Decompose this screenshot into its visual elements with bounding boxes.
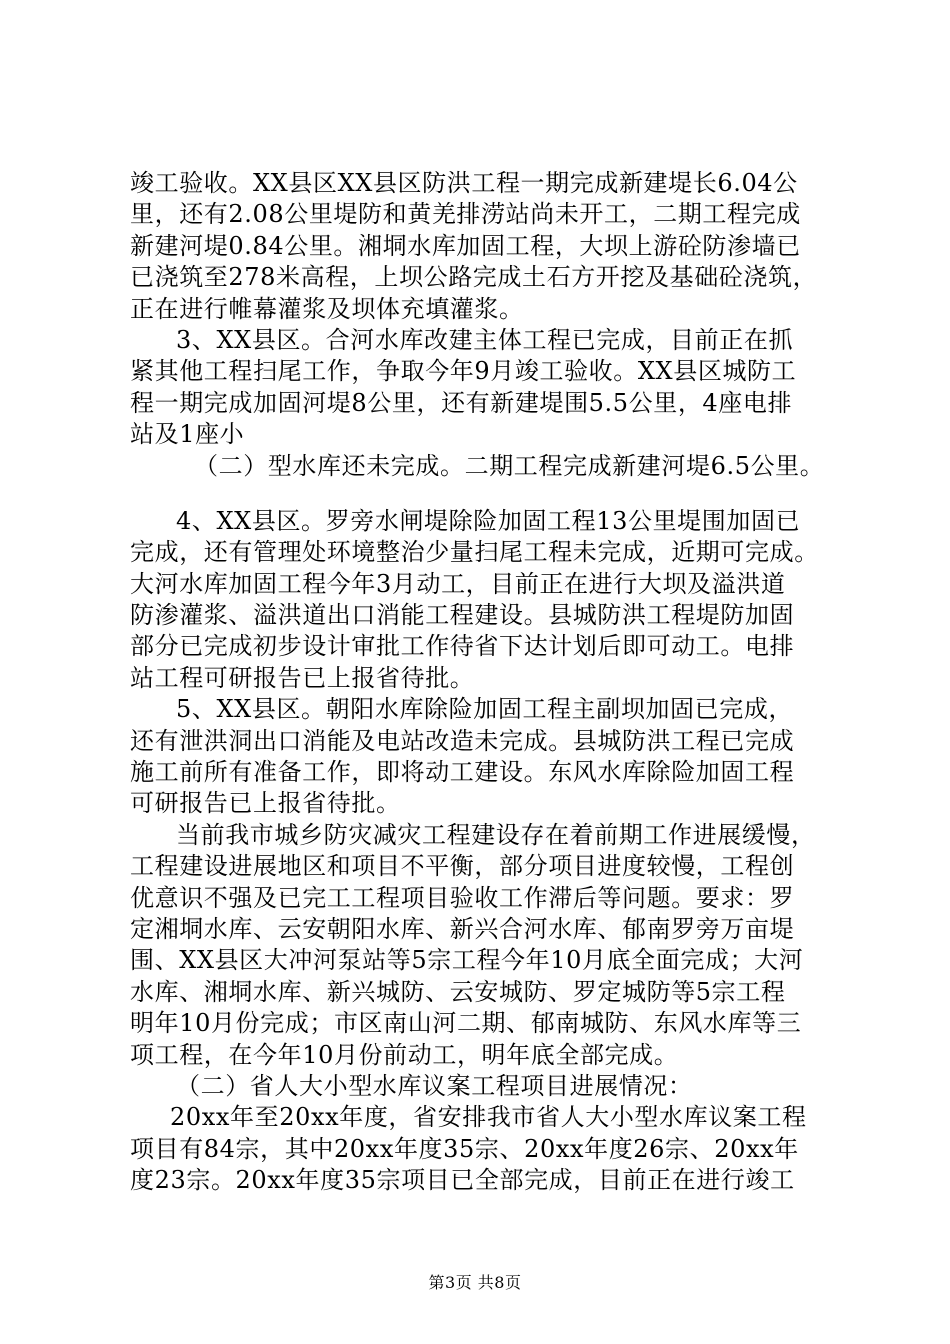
text-line: 站及1座小 xyxy=(130,420,245,449)
text-line: 大河水库加固工程今年3月动工，目前正在进行大坝及溢洪道 xyxy=(130,569,786,598)
text-line: 紧其他工程扫尾工作，争取今年9月竣工验收。XX县区城防工 xyxy=(130,357,797,386)
text-line: 项工程，在今年10月份前动工，明年底全部完成。 xyxy=(130,1040,679,1069)
paragraph-start-line: 5、XX县区。朝阳水库除险加固工程主副坝加固已完成， xyxy=(176,695,794,724)
text-line: 部分已完成初步设计审批工作待省下达计划后即可动工。电排 xyxy=(130,632,795,661)
paragraph-gap xyxy=(130,482,830,506)
paragraph-start-line: 3、XX县区。合河水库改建主体工程已完成，目前正在抓 xyxy=(176,325,794,354)
text-line: 施工前所有准备工作，即将动工建设。东风水库除险加固工程 xyxy=(130,758,795,787)
text-line: 度23宗。20xx年度35宗项目已全部完成，目前正在进行竣工 xyxy=(130,1166,795,1195)
text-line: 防渗灌浆、溢洪道出口消能工程建设。县城防洪工程堤防加固 xyxy=(130,601,795,630)
section-heading-line: （二）省人大小型水库议案工程项目进展情况： xyxy=(176,1071,693,1100)
text-line: 完成，还有管理处环境整治少量扫尾工程未完成，近期可完成。 xyxy=(130,538,819,567)
paragraph-start-line: 4、XX县区。罗旁水闸堤除险加固工程13公里堤围加固已 xyxy=(176,506,801,535)
text-line: 已浇筑至278米高程，上坝公路完成土石方开挖及基础砼浇筑， xyxy=(130,263,818,292)
text-line: 新建河堤0.84公里。湘垌水库加固工程，大坝上游砼防渗墙已 xyxy=(130,231,801,260)
text-line: 可研报告已上报省待批。 xyxy=(130,789,401,818)
text-line: 里，还有2.08公里堤防和黄羌排涝站尚未开工，二期工程完成 xyxy=(130,200,801,229)
text-line: 竣工验收。XX县区XX县区防洪工程一期完成新建堤长6.04公 xyxy=(130,169,798,197)
paragraph-start-line: 20xx年至20xx年度，省安排我市省人大小型水库议案工程 xyxy=(170,1103,807,1132)
paragraph-start-line: 当前我市城乡防灾减灾工程建设存在着前期工作进展缓慢， xyxy=(176,820,816,849)
text-line: 水库、湘垌水库、新兴城防、云安城防、罗定城防等5宗工程 xyxy=(130,977,786,1006)
text-line: 程一期完成加固河堤8公里，还有新建堤围5.5公里，4座电排 xyxy=(130,388,793,417)
document-body xyxy=(130,168,830,1197)
text-line: 明年10月份完成；市区南山河二期、郁南城防、东风水库等三 xyxy=(130,1009,802,1038)
text-line: 正在进行帷幕灌浆及坝体充填灌浆。 xyxy=(130,294,524,323)
text-line: 还有泄洪洞出口消能及电站改造未完成。县城防洪工程已完成 xyxy=(130,726,795,755)
text-line: 围、XX县区大冲河泵站等5宗工程今年10月底全面完成；大河 xyxy=(130,946,804,975)
text-line: 定湘垌水库、云安朝阳水库、新兴合河水库、郁南罗旁万亩堤 xyxy=(130,914,795,943)
text-line: 优意识不强及已完工工程项目验收工作滞后等问题。要求：罗 xyxy=(130,883,795,912)
text-line: 工程建设进展地区和项目不平衡，部分项目进度较慢，工程创 xyxy=(130,852,795,881)
text-line: 项目有84宗，其中20xx年度35宗、20xx年度26宗、20xx年 xyxy=(130,1134,799,1163)
subheading-line: （二）型水库还未完成。二期工程完成新建河堤6.5公里。 xyxy=(194,451,825,480)
text-line: 站工程可研报告已上报省待批。 xyxy=(130,663,475,692)
page-footer: 第3页 共8页 xyxy=(428,1273,522,1292)
